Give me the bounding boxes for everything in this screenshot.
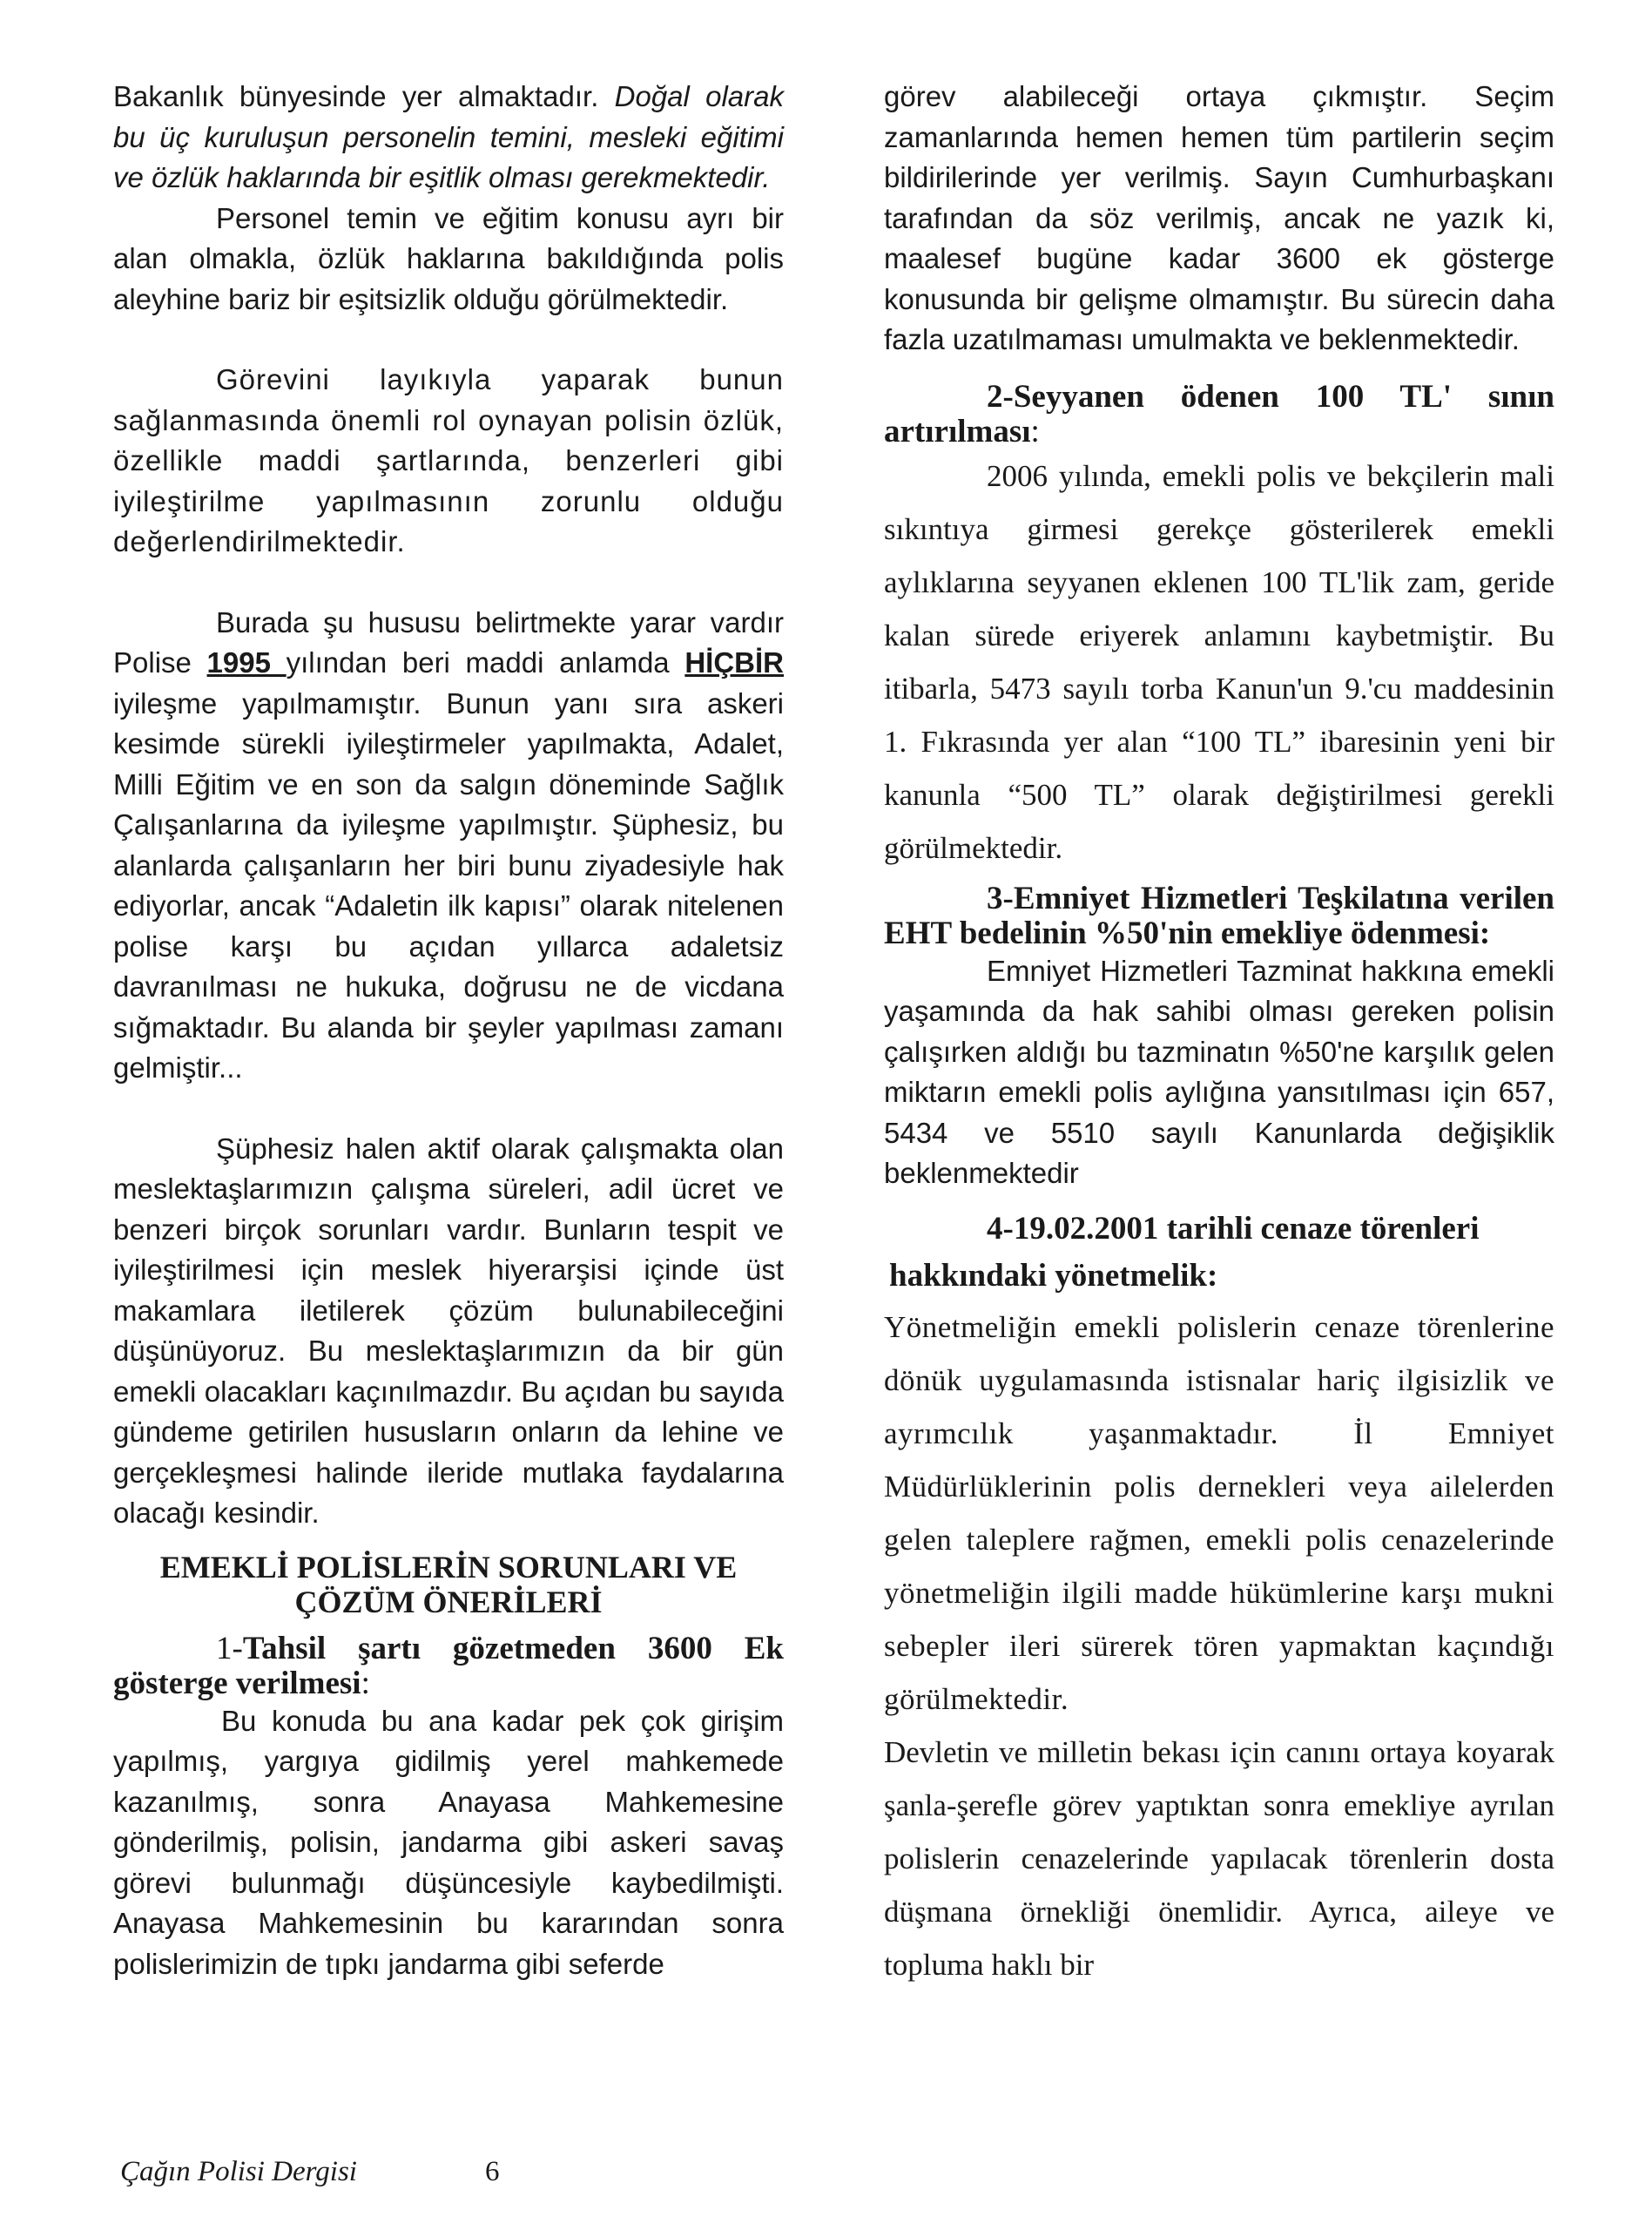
left-paragraph-4 (113, 603, 784, 1089)
left-paragraph-2: Personel temin ve eğitim konusu ayrı bir alan olmakla, özlük haklarına bakıldığında polis aleyhine bariz bir eşitsizlik olduğu görülmektedir. (113, 201, 784, 315)
magazine-name: Çağın Polisi Dergisi (120, 2156, 357, 2187)
item-title: 2-Seyyanen ödenen 100 TL' sının artırılması (884, 378, 1554, 449)
left-column (113, 77, 784, 1984)
spacer (884, 1194, 1554, 1212)
section-heading (113, 1550, 784, 1619)
item4-body-1: Yönetmeliğin emekli polislerin cenaze törenlerine dönük uygulamasında istisnalar hariç ilgisizlik ve ayrımcılık yaşanmaktadır. İl Emniyet Müdürlüklerinin polis dernekleri veya ailelerden gelen taleplere rağmen, emekli polis cenazelerinde yönetmeliğin ilgili madde hükümlerine karşı mukni sebepler ileri sürerek tören yapmaktan kaçındığı görülmektedir. (884, 1309, 1554, 1716)
spacer (884, 361, 1554, 380)
italic-text: Doğal olarak bu üç kuruluşun personelin temini, mesleki eğitimi ve özlük haklarında bir eşitlik olması gerekmektedir. (113, 80, 784, 193)
item-colon: : (361, 1665, 370, 1701)
spacer (113, 320, 784, 360)
text-span: yılından beri maddi anlamda (286, 646, 685, 679)
spacer (113, 563, 784, 603)
item1-body: Bu konuda bu ana kadar pek çok girişim yapılmış, yargıya gidilmiş yerel mahkemede kazanılmış, sonra Anayasa Mahkemesine gönderilmiş, polisin, jandarma gibi askeri savaş görevi bulunmağı düşüncesiyle kaybedilmişti. Anayasa Mahkemesinin bu kararından sonra polislerimizin de tıpkı jandarma gibi seferde (113, 1704, 784, 1980)
spacer (113, 1619, 784, 1632)
item2-body: 2006 yılında, emekli polis ve bekçilerin mali sıkıntıya girmesi gerekçe gösterilerek emekli aylıklarına seyyanen eklenen 100 TL'lik zam, geride kalan sürede eriyerek anlamını kaybetmiştir. Bu itibarla, 5473 sayılı torba Kanun'un 9.'cu maddesinin 1. Fıkrasında yer alan “100 TL” ibaresinin yeni bir kanunla “500 TL” olarak değiştirilmesi gerekli görülmektedir. (884, 458, 1554, 865)
right-column (884, 77, 1554, 1991)
item-colon: : (1030, 413, 1040, 449)
item4-body-2: Devletin ve milletin bekası için canını ortaya koyarak şanla-şerefle görev yaptıktan sonra emekliye ayrılan polislerin cenazelerinde yapılacak törenlerin dosta düşmana örnekliği önemlidir. Ayrıca, aileye ve topluma haklı bir (884, 1734, 1554, 1982)
text-span: Bakanlık bünyesinde yer almaktadır. (113, 80, 615, 112)
year-emphasis: 1995 (206, 646, 287, 679)
left-paragraph-3: Görevini layıkıyla yaparak bunun sağlanmasında önemli rol oynayan polisin özlük, özellikle maddi şartlarında, benzerleri gibi iyileştirilme yapılmasının zorunlu olduğu değerlendirilmektedir. (113, 363, 784, 558)
item4-heading-line2 (884, 1259, 1554, 1294)
right-paragraph-1: görev alabileceği ortaya çıkmıştır. Seçim zamanlarında hemen hemen tüm partilerin seçim bildirilerinde yer verilmiş. Sayın Cumhurbaşkanı tarafından da söz verilmiş, ancak ne yazık ki, maalesef bugüne kadar 3600 ek gösterge konusunda bir gelişme olmamıştır. Bu sürecin daha fazla uzatılmaması umulmakta ve beklenmektedir. (884, 80, 1554, 355)
spacer (113, 1534, 784, 1550)
item1-heading (113, 1632, 784, 1701)
item2-heading (884, 380, 1554, 449)
item3-body: Emniyet Hizmetleri Tazminat hakkına emekli yaşamında da hak sahibi olması gereken polisin çalışırken aldığı bu tazminatın %50'ne karşılık gelen miktarın emekli polis aylığına yansıtılması için 657, 5434 ve 5510 sayılı Kanunlarda değişiklik beklenmektedir (884, 954, 1554, 1189)
item-title: 4-19.02.2001 tarihli cenaze törenleri (987, 1210, 1480, 1247)
item-title: hakkındaki yönetmelik: (889, 1257, 1218, 1294)
hicbir-emphasis: HİÇBİR (684, 646, 784, 679)
left-paragraph-1 (113, 77, 784, 199)
left-paragraph-5: Şüphesiz halen aktif olarak çalışmakta olan meslektaşlarımızın çalışma süreleri, adil ücret ve benzeri birçok sorunları vardır. Bunların tespit ve iyileştirilmesi için meslek hiyerarşisi içinde üst makamlara iletilerek çözüm bulunabileceğini düşünüyoruz. Bu meslektaşlarımızın da bir gün emekli olacakları kaçınılmazdır. Bu açıdan bu sayıda gündeme getirilen hususların onların da lehine ve gerçekleşmesi halinde ileride mutlaka faydalarına olacağı kesindir. (113, 1132, 784, 1529)
text-span: iyileşme yapılmamıştır. Bunun yanı sıra askeri kesimde sürekli iyileştirmeler yapılmakta, Adalet, Milli Eğitim ve en son da salgın döneminde Sağlık Çalışanlarına da iyileşme yapılmıştır. Şüphesiz, bu alanlarda çalışanların her biri bunu ziyadesiyle hak ediyorlar, ancak “Adaletin ilk kapısı” olarak nitelenen polise karşı bu açıdan yıllarca adaletsiz davranılması ne hukuka, doğrusu ne de vicdana sığmaktadır. Bu alanda bir şeyler yapılması zamanı gelmiştir... (113, 686, 784, 1084)
item4-heading-line1 (884, 1212, 1554, 1247)
item-title: Tahsil şartı gözetmeden 3600 Ek gösterge verilmesi (113, 1630, 784, 1701)
heading-line: ÇÖZÜM ÖNERİLERİ (294, 1584, 603, 1619)
item-number: 1- (216, 1630, 243, 1666)
spacer (113, 1089, 784, 1129)
page-number: 6 (485, 2156, 500, 2187)
item3-heading (884, 882, 1554, 951)
text-span: Burada şu hususu belirtmekte yarar vardır Polise (113, 605, 784, 679)
heading-line: EMEKLİ POLİSLERİN SORUNLARI VE (159, 1549, 738, 1585)
item-title: 3-Emniyet Hizmetleri Teşkilatına verilen EHT bedelinin %50'nin emekliye ödenmesi: (884, 880, 1554, 951)
